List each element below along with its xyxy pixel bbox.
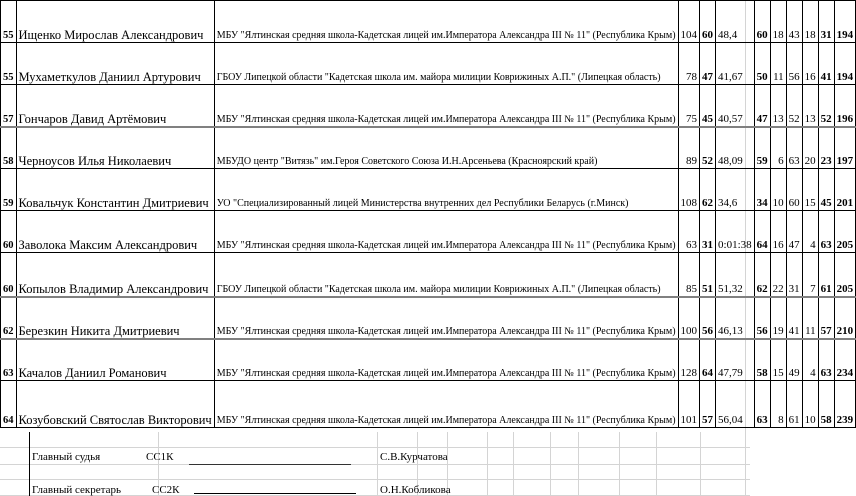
place-cell[interactable]: 64 [1,381,17,428]
gridline [0,447,750,448]
score-cell-3[interactable]: 0:01:38 [716,211,755,253]
name-cell[interactable]: Березкин Никита Дмитриевич [16,297,214,339]
score-cell-5[interactable]: 11 [770,43,786,85]
school-cell[interactable]: МБУ "Ялтинская средняя школа-Кадетская лицей им.Императора Александра III № 11" (Республика Крым) [214,297,678,339]
score-cell-5[interactable]: 22 [770,253,786,297]
score-cell-3[interactable]: 48,09 [716,127,755,169]
total-cell[interactable]: 205 [834,211,856,253]
score-cell-8[interactable]: 52 [818,85,834,127]
score-cell-7[interactable]: 15 [802,169,818,211]
score-cell-2[interactable]: 52 [700,127,716,169]
school-cell[interactable]: МБУ "Ялтинская средняя школа-Кадетская лицей им.Императора Александра III № 11" (Республика Крым) [214,339,678,381]
score-cell-1[interactable]: 85 [678,253,700,297]
name-cell[interactable]: Заволока Максим Александрович [16,211,214,253]
score-cell-2[interactable]: 51 [700,253,716,297]
score-cell-6[interactable]: 47 [786,211,802,253]
score-cell-4[interactable]: 62 [754,253,770,297]
secretary-category: СС2К [152,484,180,496]
school-cell[interactable]: ГБОУ Липецкой области "Кадетская школа им. майора милиции Коврижиных А.П." (Липецкая область) [214,253,678,297]
school-cell[interactable]: МБУ "Ялтинская средняя школа-Кадетская лицей им.Императора Александра III № 11" (Республика Крым) [214,1,678,43]
school-cell[interactable]: ГБОУ Липецкой области "Кадетская школа им. майора милиции Коврижиных А.П." (Липецкая область) [214,43,678,85]
gridline [0,479,750,480]
score-cell-5[interactable]: 15 [770,339,786,381]
score-cell-8[interactable]: 23 [818,127,834,169]
total-cell[interactable]: 239 [834,381,856,428]
score-cell-7[interactable]: 20 [802,127,818,169]
score-cell-3[interactable]: 47,79 [716,339,755,381]
score-cell-1[interactable]: 101 [678,381,700,428]
school-cell[interactable]: МБУ "Ялтинская средняя школа-Кадетская лицей им.Императора Александра III № 11" (Республика Крым) [214,381,678,428]
table-row[interactable] [1,85,856,127]
place-cell[interactable]: 63 [1,339,17,381]
score-cell-6[interactable]: 60 [786,169,802,211]
total-cell[interactable]: 197 [834,127,856,169]
score-cell-5[interactable]: 18 [770,1,786,43]
place-cell[interactable]: 55 [1,43,17,85]
score-cell-7[interactable]: 18 [802,1,818,43]
score-cell-5[interactable]: 6 [770,127,786,169]
score-cell-6[interactable]: 43 [786,1,802,43]
secretary-person: О.Н.Кобликова [380,484,451,496]
score-cell-1[interactable]: 75 [678,85,700,127]
score-cell-8[interactable]: 61 [818,253,834,297]
table-row[interactable] [1,43,856,85]
judge-row [32,451,100,463]
total-cell[interactable]: 205 [834,253,856,297]
score-cell-6[interactable]: 41 [786,297,802,339]
name-cell[interactable]: Копылов Владимир Александрович [16,253,214,297]
gridline [700,432,701,496]
score-cell-2[interactable]: 31 [700,211,716,253]
score-cell-3[interactable]: 46,13 [716,297,755,339]
table-row[interactable] [1,127,856,169]
score-cell-8[interactable]: 45 [818,169,834,211]
score-cell-4[interactable]: 50 [754,43,770,85]
score-cell-5[interactable]: 13 [770,85,786,127]
score-cell-4[interactable]: 56 [754,297,770,339]
score-cell-1[interactable]: 108 [678,169,700,211]
name-cell[interactable]: Ковальчук Константин Дмитриевич [16,169,214,211]
judge-signature-line [189,464,351,465]
place-cell[interactable]: 60 [1,253,17,297]
score-cell-5[interactable]: 10 [770,169,786,211]
score-cell-4[interactable]: 60 [754,1,770,43]
score-cell-4[interactable]: 58 [754,339,770,381]
name-cell[interactable]: Гончаров Давид Артёмович [16,85,214,127]
score-cell-7[interactable]: 4 [802,211,818,253]
score-cell-2[interactable]: 47 [700,43,716,85]
score-cell-3[interactable]: 48,4 [716,1,755,43]
score-cell-3[interactable]: 41,67 [716,43,755,85]
table-row[interactable] [1,381,856,428]
table-row[interactable] [1,297,856,339]
score-cell-1[interactable]: 63 [678,211,700,253]
table-row[interactable] [1,1,856,43]
gridline [377,432,378,496]
score-cell-1[interactable]: 128 [678,339,700,381]
score-cell-8[interactable]: 63 [818,211,834,253]
score-cell-8[interactable]: 31 [818,1,834,43]
score-cell-1[interactable]: 104 [678,1,700,43]
name-cell[interactable]: Черноусов Илья Николаевич [16,127,214,169]
secretary-title: Главный секретарь [32,484,121,496]
judge-person: С.В.Курчатова [380,451,448,463]
score-cell-3[interactable]: 56,04 [716,381,755,428]
score-cell-2[interactable]: 62 [700,169,716,211]
place-cell[interactable]: 57 [1,85,17,127]
score-cell-4[interactable]: 63 [754,381,770,428]
score-cell-1[interactable]: 89 [678,127,700,169]
score-cell-4[interactable]: 47 [754,85,770,127]
score-cell-7[interactable]: 11 [802,297,818,339]
score-cell-5[interactable]: 19 [770,297,786,339]
school-cell[interactable]: МБУ "Ялтинская средняя школа-Кадетская лицей им.Императора Александра III № 11" (Республика Крым) [214,85,678,127]
total-cell[interactable]: 194 [834,43,856,85]
judge-title: Главный судья [32,451,101,463]
table-row[interactable] [1,339,856,381]
score-cell-7[interactable]: 7 [802,253,818,297]
total-cell[interactable]: 194 [834,1,856,43]
score-cell-6[interactable]: 49 [786,339,802,381]
gridline [0,464,750,465]
school-cell[interactable]: МБУДО центр "Витязь" им.Героя Советского Союза И.Н.Арсеньева (Красноярский край) [214,127,678,169]
secretary-signature-line [194,493,356,494]
score-cell-3[interactable]: 34,6 [716,169,755,211]
score-cell-2[interactable]: 57 [700,381,716,428]
gridline [656,432,657,496]
score-cell-8[interactable]: 58 [818,381,834,428]
secretary-row [32,484,121,496]
school-cell[interactable]: УО "Специализированный лицей Министерства внутренних дел Республики Беларусь (г.Минск) [214,169,678,211]
school-cell[interactable]: МБУ "Ялтинская средняя школа-Кадетская лицей им.Императора Александра III № 11" (Республика Крым) [214,211,678,253]
score-cell-8[interactable]: 41 [818,43,834,85]
score-cell-2[interactable]: 56 [700,297,716,339]
score-cell-6[interactable]: 61 [786,381,802,428]
score-cell-1[interactable]: 78 [678,43,700,85]
gridline [29,432,30,496]
total-cell[interactable]: 196 [834,85,856,127]
place-cell[interactable]: 58 [1,127,17,169]
score-cell-1[interactable]: 100 [678,297,700,339]
total-cell[interactable]: 210 [834,297,856,339]
score-cell-5[interactable]: 16 [770,211,786,253]
score-cell-2[interactable]: 64 [700,339,716,381]
score-cell-6[interactable]: 56 [786,43,802,85]
score-cell-7[interactable]: 13 [802,85,818,127]
score-cell-6[interactable]: 31 [786,253,802,297]
table-row[interactable] [1,211,856,253]
gridline [578,432,579,496]
total-cell[interactable]: 201 [834,169,856,211]
place-cell[interactable]: 60 [1,211,17,253]
score-cell-4[interactable]: 64 [754,211,770,253]
score-cell-8[interactable]: 57 [818,297,834,339]
name-cell[interactable]: Качалов Даниил Романович [16,339,214,381]
judge-category: СС1К [146,451,174,463]
gridline [619,432,620,496]
score-cell-5[interactable]: 8 [770,381,786,428]
score-cell-7[interactable]: 16 [802,43,818,85]
place-cell[interactable]: 62 [1,297,17,339]
name-cell[interactable]: Козубовский Святослав Викторович [16,381,214,428]
score-cell-6[interactable]: 63 [786,127,802,169]
gridline [487,432,488,496]
score-cell-3[interactable]: 51,32 [716,253,755,297]
score-cell-8[interactable]: 63 [818,339,834,381]
gridline [550,432,551,496]
score-cell-4[interactable]: 59 [754,127,770,169]
score-cell-2[interactable]: 60 [700,1,716,43]
score-cell-4[interactable]: 34 [754,169,770,211]
score-cell-7[interactable]: 4 [802,339,818,381]
score-cell-3[interactable]: 40,57 [716,85,755,127]
place-cell[interactable]: 55 [1,1,17,43]
place-cell[interactable]: 59 [1,169,17,211]
table-row[interactable] [1,253,856,297]
gridline [513,432,514,496]
table-row[interactable] [1,169,856,211]
score-cell-2[interactable]: 45 [700,85,716,127]
total-cell[interactable]: 234 [834,339,856,381]
name-cell[interactable]: Ищенко Мирослав Александрович [16,1,214,43]
name-cell[interactable]: Мухаметкулов Даниил Артурович [16,43,214,85]
score-cell-7[interactable]: 10 [802,381,818,428]
score-cell-6[interactable]: 52 [786,85,802,127]
